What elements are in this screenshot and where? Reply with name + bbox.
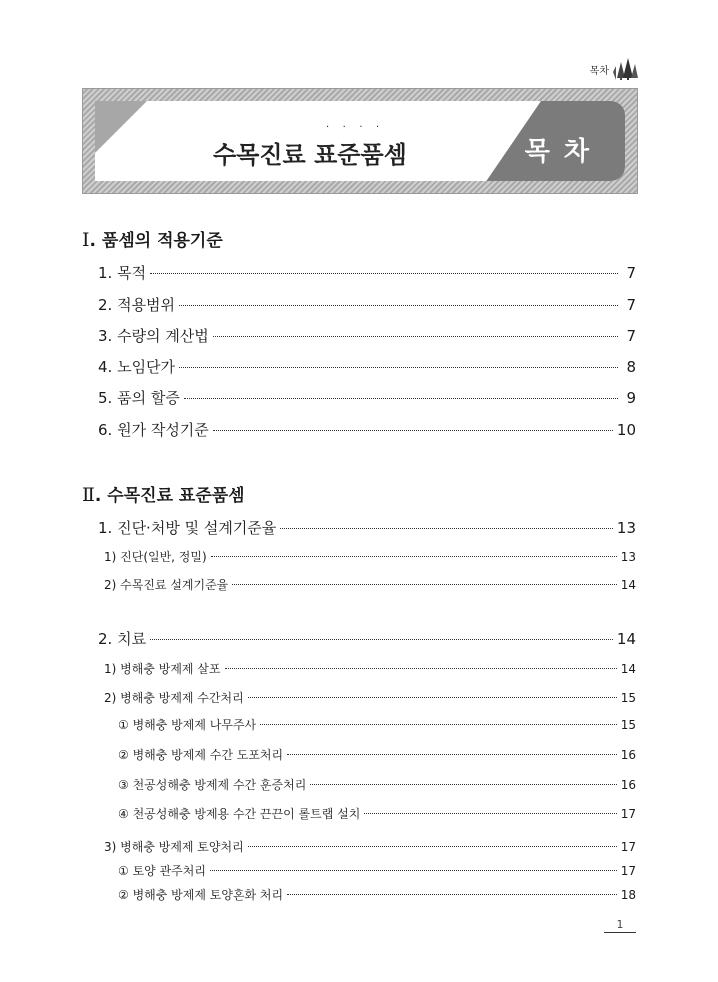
- running-head-label: 목차: [589, 66, 609, 77]
- trees-icon: [612, 58, 638, 80]
- dot-leader: [184, 398, 618, 399]
- dot-leader: [213, 430, 613, 431]
- toc-entry[interactable]: [98, 628, 636, 649]
- toc-entry-page: 14: [620, 578, 636, 592]
- toc-entry-page: 7: [626, 327, 636, 345]
- toc-entry-page: 10: [616, 421, 636, 439]
- toc-entry[interactable]: [118, 862, 636, 879]
- dot-leader: [280, 528, 613, 529]
- toc-entry-text: ③ 천공성해충 방제제 수간 훈증처리: [118, 778, 307, 792]
- section-heading: . 수목진료 표준품셈: [94, 486, 245, 506]
- toc-entry[interactable]: [98, 356, 636, 377]
- page-number-rule: [604, 932, 636, 933]
- toc-entry-text: 1) 병해충 방제제 살포: [104, 662, 221, 676]
- dot-leader: [213, 336, 618, 337]
- toc-entry-page: 7: [626, 296, 636, 314]
- dot-leader: [179, 305, 618, 306]
- toc-entry[interactable]: [98, 517, 636, 538]
- toc-entry-text: ④ 천공성해충 방제용 수간 끈끈이 롤트랩 설치: [118, 807, 361, 821]
- dot-leader: [310, 784, 616, 785]
- toc-banner: [82, 88, 638, 194]
- toc-entry[interactable]: [104, 838, 636, 855]
- toc-entry[interactable]: [98, 294, 636, 315]
- toc-entry-page: 16: [620, 778, 636, 792]
- section-heading: . 품셈의 적용기준: [89, 231, 223, 251]
- dot-leader: [248, 697, 617, 698]
- toc-entry-page: 13: [616, 519, 636, 537]
- toc-entry[interactable]: [118, 716, 636, 733]
- toc-entry-text: 2. 적용범위: [98, 296, 176, 314]
- toc-entry-text: 2) 수목진료 설계기준율: [104, 578, 229, 592]
- dot-leader: [248, 846, 617, 847]
- dot-leader: [150, 273, 618, 274]
- section-roman-numeral: Ⅱ: [82, 484, 95, 506]
- toc-entry-text: ② 병해충 방제제 토양혼화 처리: [118, 888, 284, 902]
- toc-entry-page: 16: [620, 748, 636, 762]
- banner-inner: [95, 101, 625, 181]
- dot-leader: [260, 724, 617, 725]
- toc-entry-page: 13: [620, 550, 636, 564]
- dot-leader: [210, 870, 617, 871]
- toc-label: 목차: [524, 137, 603, 167]
- toc-entry-page: 17: [620, 807, 636, 821]
- dot-leader: [225, 668, 617, 669]
- toc-entry-page: 17: [620, 840, 636, 854]
- toc-entry[interactable]: [104, 548, 636, 565]
- dot-leader: [150, 639, 613, 640]
- toc-entry-text: 3) 병해충 방제제 토양처리: [104, 840, 244, 854]
- toc-entry-text: ② 병해충 방제제 수간 도포처리: [118, 748, 284, 762]
- toc-entry-text: 1. 목적: [98, 264, 147, 282]
- toc-entry[interactable]: [98, 419, 636, 440]
- dot-leader: [287, 754, 617, 755]
- toc-entry-page: 14: [620, 662, 636, 676]
- section-title: [82, 481, 245, 506]
- toc-entry-text: 4. 노임단가: [98, 358, 176, 376]
- toc-entry-text: 5. 품의 할증: [98, 389, 180, 407]
- toc-entry-page: 17: [620, 864, 636, 878]
- toc-entry[interactable]: [118, 886, 636, 903]
- toc-entry[interactable]: [98, 387, 636, 408]
- toc-entry-text: 2) 병해충 방제제 수간처리: [104, 691, 244, 705]
- toc-entry-text: ① 병해충 방제제 나무주사: [118, 718, 257, 732]
- toc-entry-page: 7: [626, 264, 636, 282]
- toc-entry[interactable]: [98, 262, 636, 283]
- dot-leader: [179, 367, 618, 368]
- toc-entry[interactable]: [118, 805, 636, 822]
- dot-leader: [364, 813, 616, 814]
- banner-corner-decoration: [95, 101, 147, 153]
- running-head: [590, 58, 638, 80]
- toc-entry-text: 6. 원가 작성기준: [98, 421, 209, 439]
- dot-leader: [211, 556, 617, 557]
- toc-entry-page: 15: [620, 718, 636, 732]
- toc-entry[interactable]: [104, 689, 636, 706]
- toc-entry-page: 15: [620, 691, 636, 705]
- page-number: 1: [616, 918, 624, 931]
- toc-entry-page: 14: [616, 630, 636, 648]
- toc-entry[interactable]: [104, 576, 636, 593]
- toc-entry-text: 3. 수량의 계산법: [98, 327, 209, 345]
- dot-leader: [232, 584, 616, 585]
- toc-entry[interactable]: [118, 746, 636, 763]
- section-roman-numeral: Ⅰ: [82, 229, 90, 251]
- toc-entry-text: 1) 진단(일반, 정밀): [104, 550, 207, 564]
- dot-leader: [287, 894, 617, 895]
- toc-entry-page: 18: [620, 888, 636, 902]
- toc-entry-text: 2. 치료: [98, 630, 147, 648]
- emphasis-dots: ····: [326, 122, 393, 133]
- toc-entry-page: 8: [626, 358, 636, 376]
- toc-entry-text: ① 토양 관주처리: [118, 864, 206, 878]
- toc-entry[interactable]: [118, 776, 636, 793]
- section-title: [82, 226, 223, 251]
- toc-entry-text: 1. 진단·처방 및 설계기준율: [98, 519, 277, 537]
- banner-title: 수목진료 표준품셈: [213, 141, 407, 169]
- toc-entry[interactable]: [98, 325, 636, 346]
- toc-entry[interactable]: [104, 660, 636, 677]
- toc-entry-page: 9: [626, 389, 636, 407]
